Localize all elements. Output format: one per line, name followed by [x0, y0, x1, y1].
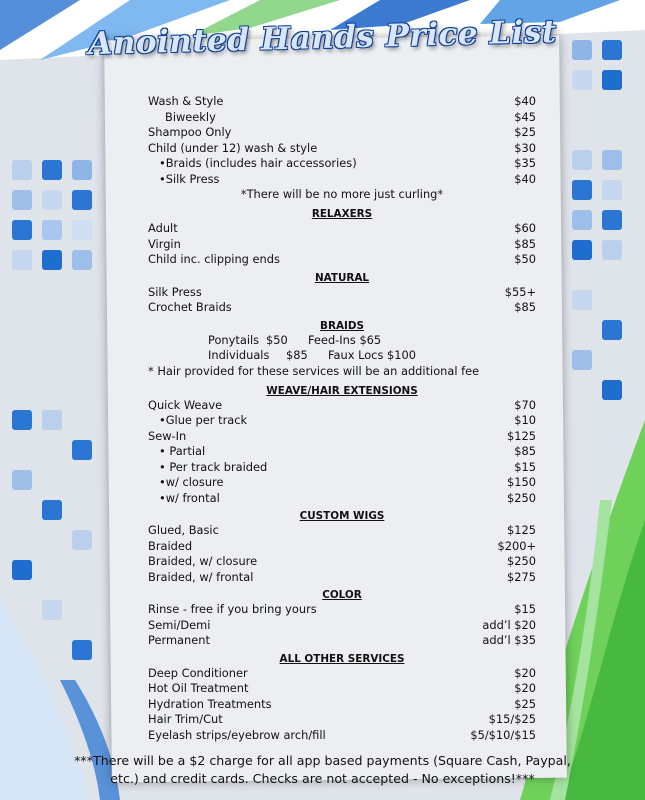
service-name: Braided, w/ closure: [148, 554, 258, 568]
page-title: Anointed Hands Price List: [87, 13, 558, 63]
price-row: [148, 237, 536, 253]
price-row: [148, 110, 536, 126]
service-price: $250: [507, 554, 536, 568]
price-row: [148, 460, 536, 476]
service-price: $150: [507, 475, 536, 489]
price-row: [148, 728, 536, 744]
braids-row: [208, 348, 536, 364]
service-name: •w/ frontal: [159, 490, 220, 505]
service-name: Adult: [148, 221, 178, 235]
service-price: $15: [514, 602, 536, 616]
basic-services-section: [148, 94, 536, 204]
price-row: [148, 697, 536, 713]
price-row: [148, 156, 536, 172]
service-price: $35: [514, 156, 536, 170]
service-price: $45: [514, 109, 536, 124]
service-name: Hair Trim/Cut: [148, 712, 223, 726]
braids-grid: [208, 333, 536, 364]
service-name: Deep Conditioner: [148, 665, 248, 680]
other-services-heading: ALL OTHER SERVICES: [279, 652, 405, 665]
braid-name: Feed-Ins: [308, 332, 356, 347]
service-price: $10: [514, 413, 536, 427]
color-heading: COLOR: [322, 589, 362, 601]
service-name: Braided: [148, 538, 193, 553]
price-row: [148, 570, 536, 586]
service-price: $85: [514, 300, 536, 314]
braid-name: Individuals: [208, 348, 270, 362]
custom-wigs-heading: CUSTOM WIGS: [299, 510, 385, 522]
service-name: •Braids (includes hair accessories): [159, 156, 357, 170]
service-price: $70: [514, 397, 536, 412]
service-price: $125: [507, 523, 536, 537]
service-price: $20: [514, 681, 536, 695]
service-name: Quick Weave: [148, 397, 223, 412]
braids-heading: BRAIDS: [320, 319, 364, 332]
weave-heading: WEAVE/HAIR EXTENSIONS: [266, 384, 418, 397]
price-row: [148, 633, 536, 649]
price-row: [148, 285, 536, 301]
service-price: add’l $35: [482, 633, 536, 647]
service-price: $20: [514, 665, 536, 680]
service-name: • Partial: [159, 444, 206, 458]
service-name: Shampoo Only: [148, 125, 232, 139]
price-row: [148, 618, 536, 634]
service-name: Permanent: [148, 633, 210, 647]
service-name: Virgin: [148, 236, 181, 251]
service-name: Semi/Demi: [148, 617, 211, 632]
service-name: •Silk Press: [159, 171, 220, 186]
service-price: $250: [507, 490, 536, 505]
price-row: [148, 398, 536, 414]
price-row: [148, 300, 536, 316]
braid-price: $50: [266, 332, 288, 347]
service-price: $30: [514, 140, 536, 155]
service-name: •w/ closure: [159, 475, 224, 489]
footer-line-2: etc.) and credit cards. Checks are not accepted - No exceptions!***: [110, 771, 535, 786]
price-row: [148, 666, 536, 682]
price-list: [148, 94, 536, 743]
price-row: [148, 94, 536, 110]
service-name: Hot Oil Treatment: [148, 681, 249, 695]
service-price: $50: [514, 252, 536, 266]
price-row: [148, 539, 536, 555]
natural-heading: NATURAL: [314, 271, 370, 284]
service-name: • Per track braided: [159, 459, 268, 474]
service-name: Silk Press: [148, 284, 202, 299]
braid-price: $65: [359, 332, 382, 347]
price-row: [148, 491, 536, 507]
braid-name: Ponytails: [208, 332, 260, 347]
service-price: $125: [507, 428, 536, 443]
service-price: $25: [514, 125, 536, 139]
braids-row: [208, 333, 536, 349]
price-row: [148, 172, 536, 188]
service-name: Child inc. clipping ends: [148, 252, 280, 266]
service-price: add’l $20: [482, 617, 536, 632]
braid-price: $100: [387, 348, 417, 362]
service-price: $85: [514, 236, 536, 251]
braid-name: Faux Locs: [328, 348, 384, 362]
service-price: $60: [514, 221, 536, 235]
payment-footer-note: [0, 752, 645, 788]
price-row: [148, 475, 536, 491]
price-row: [148, 125, 536, 141]
service-price: $5/$10/$15: [470, 727, 536, 742]
price-row: [148, 602, 536, 618]
price-row: [148, 413, 536, 429]
service-name: Crochet Braids: [148, 300, 232, 314]
service-price: $40: [514, 171, 536, 186]
curling-note: *There will be no more just curling*: [240, 187, 444, 201]
footer-line-1: ***There will be a $2 charge for all app based payments (Square Cash, Paypal,: [74, 753, 571, 768]
service-price: $25: [514, 696, 536, 711]
service-name: Eyelash strips/eyebrow arch/fill: [148, 727, 326, 742]
service-name: Child (under 12) wash & style: [148, 140, 318, 155]
service-name: Biweekly: [165, 109, 216, 124]
price-row: [148, 444, 536, 460]
price-row: [148, 252, 536, 268]
price-row: [148, 221, 536, 237]
service-price: $15: [514, 459, 536, 474]
service-price: $40: [514, 94, 536, 108]
price-row: [148, 141, 536, 157]
price-row: [148, 523, 536, 539]
service-name: Glued, Basic: [148, 523, 219, 537]
service-price: $200+: [497, 538, 536, 553]
service-name: Braided, w/ frontal: [148, 569, 254, 584]
braid-price: $85: [286, 348, 308, 362]
relaxers-heading: RELAXERS: [311, 208, 373, 220]
service-price: $15/$25: [488, 712, 536, 726]
service-price: $55+: [504, 284, 536, 299]
service-price: $85: [514, 444, 536, 458]
price-row: [148, 554, 536, 570]
service-name: •Glue per track: [159, 413, 248, 427]
service-name: Sew-In: [148, 428, 187, 443]
service-price: $275: [507, 569, 536, 584]
price-row: [148, 681, 536, 697]
price-row: [148, 712, 536, 728]
service-name: Rinse - free if you bring yours: [148, 602, 317, 616]
service-name: Wash & Style: [148, 94, 224, 108]
service-name: Hydration Treatments: [148, 696, 272, 711]
braids-note: * Hair provided for these services will be an additional fee: [148, 363, 480, 378]
price-row: [148, 429, 536, 445]
